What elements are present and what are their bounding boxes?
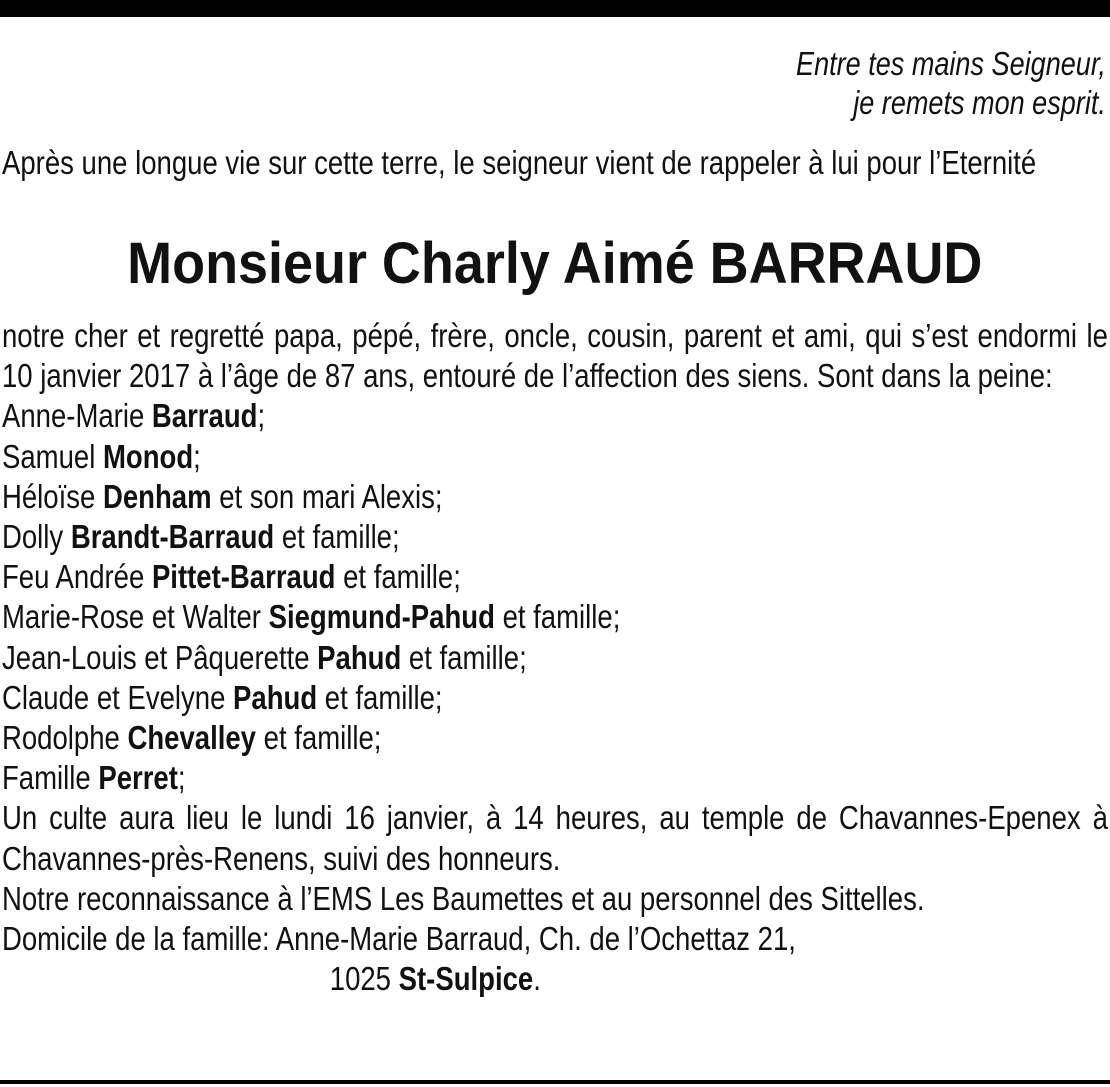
epigraph	[796, 44, 1106, 122]
deceased-name	[0, 226, 1110, 302]
mourner-line: Anne-Marie Barraud;	[2, 397, 266, 435]
mourner-surname: Chevalley	[127, 719, 256, 757]
epigraph-line-1: Entre tes mains Seigneur,	[796, 45, 1106, 82]
mourner-surname: Barraud	[151, 397, 258, 435]
service-text: Un culte aura lieu le lundi 16 janvier, à 14 heures, au temple de Chavannes-Epenex à Chavannes-près-Renens, suivi des honneurs.	[2, 799, 1108, 877]
mourner-line: Feu Andrée Pittet-Barraud et famille;	[2, 558, 461, 596]
address-line-2: 1025 St-Sulpice.	[329, 960, 541, 998]
epigraph-line-2: je remets mon esprit.	[853, 84, 1106, 121]
top-rule	[0, 0, 1110, 17]
mourner-surname: Brandt-Barraud	[70, 518, 275, 556]
mourner-surname: Perret	[98, 759, 178, 797]
notice-body	[2, 316, 1108, 999]
mourner-line: Héloïse Denham et son mari Alexis;	[2, 477, 443, 515]
bottom-rule	[0, 1080, 1110, 1084]
mourner-line: Jean-Louis et Pâquerette Pahud et famille;	[2, 638, 527, 676]
intro-text: Après une longue vie sur cette terre, le seigneur vient de rappeler à lui pour l’Eternité	[2, 144, 1037, 181]
mourner-surname: Pahud	[233, 678, 318, 716]
address-town: St-Sulpice	[398, 960, 534, 998]
mourner-line: Rodolphe Chevalley et famille;	[2, 719, 382, 757]
deceased-name-text: Monsieur Charly Aimé BARRAUD	[127, 231, 983, 296]
tribute-text: notre cher et regretté papa, pépé, frère, oncle, cousin, parent et ami, qui s’est endormi le 10 janvier 2017 à l’âge de 87 ans, entouré de l’affection des siens. Sont dans la peine:	[2, 317, 1108, 395]
mourner-line: Famille Perret;	[2, 759, 186, 797]
mourner-surname: Pahud	[317, 638, 402, 676]
address-line-1: Domicile de la famille: Anne-Marie Barraud, Ch. de l’Ochettaz 21,	[2, 920, 796, 958]
mourner-surname: Siegmund-Pahud	[268, 598, 495, 636]
mourner-line: Dolly Brandt-Barraud et famille;	[2, 518, 400, 556]
mourner-line: Samuel Monod;	[2, 437, 201, 475]
mourner-surname: Pittet-Barraud	[151, 558, 336, 596]
mourner-line: Marie-Rose et Walter Siegmund-Pahud et famille;	[2, 598, 621, 636]
mourner-surname: Monod	[102, 437, 194, 475]
thanks-text: Notre reconnaissance à l’EMS Les Baumettes et au personnel des Sittelles.	[2, 879, 925, 917]
mourner-surname: Denham	[102, 477, 212, 515]
mourners-list	[2, 396, 1108, 798]
mourner-line: Claude et Evelyne Pahud et famille;	[2, 678, 443, 716]
